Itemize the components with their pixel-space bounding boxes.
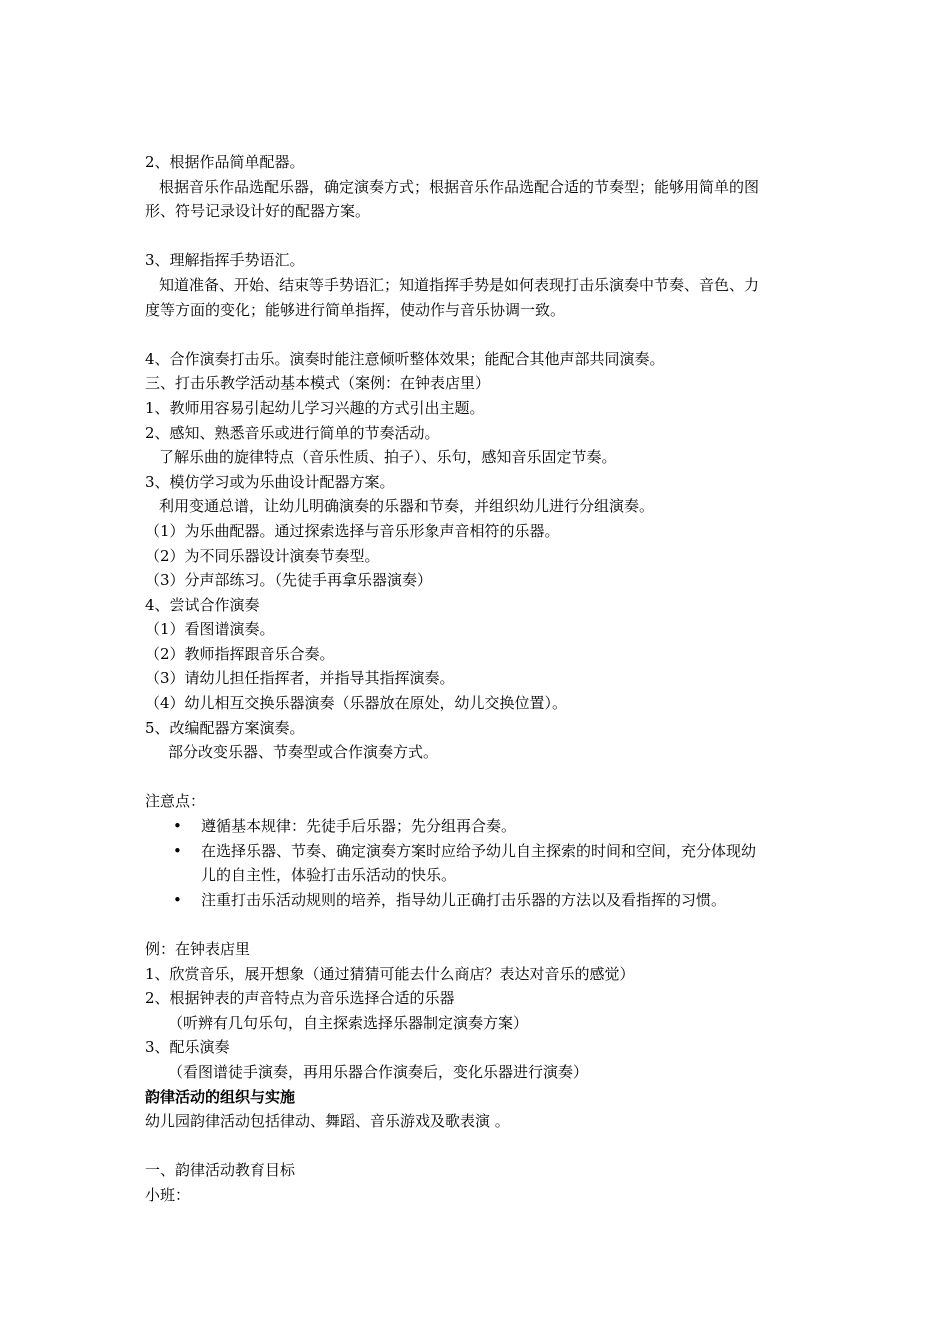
blank-line bbox=[145, 224, 815, 249]
heading-item-4: 4、合作演奏打击乐。演奏时能注意倾听整体效果；能配合其他声部共同演奏。 bbox=[145, 349, 665, 368]
paragraph-line: 了解乐曲的旋律特点（音乐性质、拍子）、乐句，感知音乐固定节奏。 bbox=[159, 448, 617, 467]
blank-line bbox=[145, 322, 815, 347]
bullet-item bbox=[145, 814, 815, 839]
paragraph-line: 根据音乐作品选配乐器，确定演奏方式；根据音乐作品选配合适的节奏型；能够用简单的图 bbox=[159, 177, 760, 196]
list-item: 1、欣赏音乐，展开想象（通过猜猜可能去什么商店？表达对音乐的感觉） bbox=[145, 964, 635, 983]
bullet-continuation bbox=[145, 863, 815, 888]
paragraph-line: 幼儿园韵律活动包括律动、舞蹈、音乐游戏及歌表演 。 bbox=[145, 1112, 510, 1131]
paragraph-line: 知道准备、开始、结束等手势语汇；知道指挥手势是如何表现打击乐演奏中节奏、音色、力 bbox=[159, 275, 760, 294]
bullet-text: 注重打击乐活动规则的培养，指导幼儿正确打击乐器的方法以及看指挥的习惯。 bbox=[201, 890, 727, 909]
blank-line bbox=[145, 765, 815, 790]
blank-line bbox=[145, 912, 815, 937]
bullet-item bbox=[145, 888, 815, 913]
sub-list-item: （4）幼儿相互交换乐器演奏（乐器放在原处，幼儿交换位置）。 bbox=[145, 694, 568, 713]
bullet-text: 儿的自主性，体验打击乐活动的快乐。 bbox=[201, 866, 457, 885]
heading-item-2: 2、根据作品简单配器。 bbox=[145, 153, 305, 171]
subheading: 小班： bbox=[145, 1185, 191, 1204]
sub-list-item: （2）教师指挥跟音乐合奏。 bbox=[145, 644, 335, 663]
list-item: 3、配乐演奏 bbox=[145, 1038, 230, 1057]
list-item: 2、根据钟表的声音特点为音乐选择合适的乐器 bbox=[145, 989, 455, 1008]
bullet-icon: • bbox=[173, 817, 182, 836]
list-item: 5、改编配器方案演奏。 bbox=[145, 718, 305, 737]
sub-list-item: （1）看图谱演奏。 bbox=[145, 620, 275, 639]
paragraph-line: （看图谱徒手演奏，再用乐器合作演奏后，变化乐器进行演奏） bbox=[168, 1062, 589, 1081]
paragraph-line: 形、符号记录设计好的配器方案。 bbox=[145, 202, 371, 221]
bullet-icon: • bbox=[173, 890, 182, 909]
paragraph-line: 利用变通总谱，让幼儿明确演奏的乐器和节奏，并组织幼儿进行分组演奏。 bbox=[159, 497, 655, 516]
sub-list-item: （1）为乐曲配器。通过探索选择与音乐形象声音相符的乐器。 bbox=[145, 521, 560, 540]
section-heading: 一、韵律活动教育目标 bbox=[145, 1161, 296, 1180]
list-item: 2、感知、熟悉音乐或进行简单的节奏活动。 bbox=[145, 423, 440, 442]
paragraph-line: 度等方面的变化；能够进行简单指挥，使动作与音乐协调一致。 bbox=[145, 300, 566, 319]
list-item: 1、教师用容易引起幼儿学习兴趣的方式引出主题。 bbox=[145, 398, 485, 417]
example-heading: 例：在钟表店里 bbox=[145, 940, 251, 958]
heading-item-3: 3、理解指挥手势语汇。 bbox=[145, 251, 305, 270]
sub-list-item: （3）请幼儿担任指挥者，并指导其指挥演奏。 bbox=[145, 669, 455, 688]
list-item: 4、尝试合作演奏 bbox=[145, 595, 260, 614]
paragraph-line: 部分改变乐器、节奏型或合作演奏方式。 bbox=[168, 743, 439, 762]
bullet-text: 遵循基本规律：先徒手后乐器；先分组再合奏。 bbox=[201, 817, 517, 836]
bullet-item bbox=[145, 839, 815, 864]
section-heading: 三、打击乐教学活动基本模式（案例：在钟表店里） bbox=[145, 374, 491, 393]
sub-list-item: （2）为不同乐器设计演奏节奏型。 bbox=[145, 546, 380, 565]
paragraph-line: （听辨有几句乐句，自主探索选择乐器制定演奏方案） bbox=[168, 1013, 529, 1032]
sub-list-item: （3）分声部练习。（先徒手再拿乐器演奏） bbox=[145, 571, 433, 590]
list-item: 3、模仿学习或为乐曲设计配器方案。 bbox=[145, 472, 395, 491]
notes-heading: 注意点： bbox=[145, 792, 206, 811]
bullet-icon: • bbox=[173, 841, 182, 860]
section-title: 韵律活动的组织与实施 bbox=[145, 1087, 296, 1106]
blank-line bbox=[145, 1134, 815, 1159]
bullet-text: 在选择乐器、节奏、确定演奏方案时应给予幼儿自主探索的时间和空间，充分体现幼 bbox=[201, 841, 757, 860]
document-body bbox=[145, 150, 815, 1208]
